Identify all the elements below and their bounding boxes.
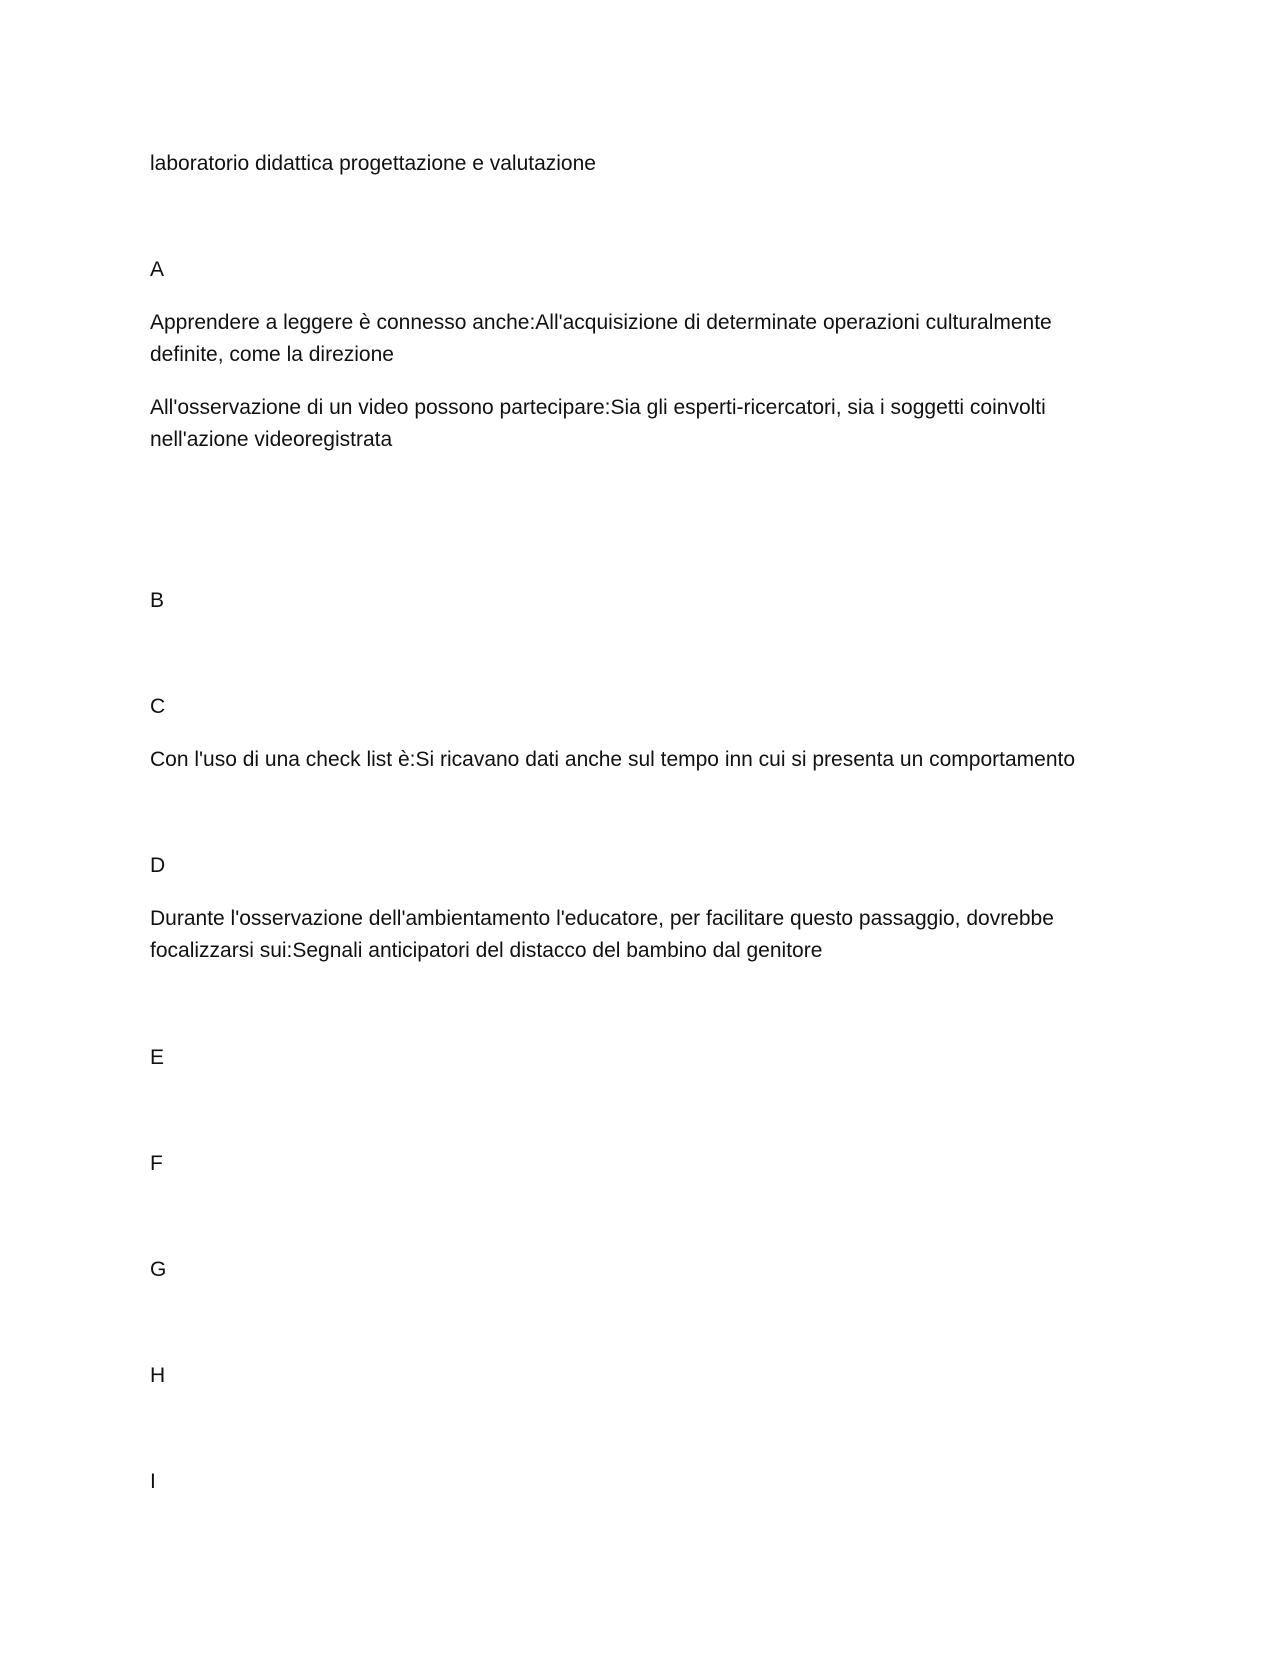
section-letter-i: I: [150, 1470, 156, 1493]
entry-c-1: Con l'uso di una check list è:Si ricavano dati anche sul tempo inn cui si presenta un comportamento: [150, 748, 1076, 771]
entry-a-1: Apprendere a leggere è connesso anche:All'acquisizione di determinate operazioni culturalmente definite, come la direzione: [150, 311, 1052, 366]
section-letter-b: B: [150, 589, 165, 612]
entry-a-2: All'osservazione di un video possono partecipare:Sia gli esperti-ricercatori, sia i soggetti coinvolti nell'azione videoregistrata: [150, 396, 1046, 451]
section-letter-e: E: [150, 1046, 165, 1069]
section-letter-d: D: [150, 854, 166, 877]
section-letter-f: F: [150, 1152, 163, 1175]
section-letter-h: H: [150, 1364, 166, 1387]
section-letter-g: G: [150, 1258, 167, 1281]
section-letter-c: C: [150, 695, 166, 718]
section-letter-a: A: [150, 258, 165, 281]
document-title: laboratorio didattica progettazione e valutazione: [150, 152, 596, 175]
entry-d-1: Durante l'osservazione dell'ambientamento l'educatore, per facilitare questo passaggio, dovrebbe focalizzarsi sui:Segnali anticipatori del distacco del bambino dal genitore: [150, 907, 1054, 962]
